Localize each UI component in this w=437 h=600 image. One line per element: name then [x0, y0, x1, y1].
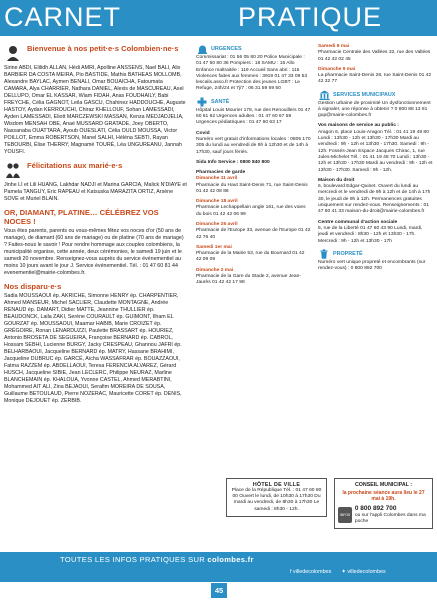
sante-block: [196, 97, 311, 127]
felicitations-header: [4, 161, 187, 179]
droit-title: Maison du droit: [318, 177, 355, 183]
pharmacies-title: Pharmacies de garde: [196, 170, 246, 176]
maisons-block: [318, 123, 433, 173]
footer-slogan-prefix: TOUTES LES INFOS PRATIQUES SUR: [60, 555, 208, 564]
pharmacy-info: La pharmacie Saint-Denis 28, rue Saint-Denis 01 42 42 32 77: [318, 73, 432, 85]
pharmacies-block: [196, 170, 311, 286]
pharmacy-item: [196, 199, 311, 218]
trash-icon: [318, 249, 330, 259]
maisons-title: Vos maisons de service au public :: [318, 123, 399, 129]
services-block: [318, 90, 433, 120]
page-number: 45: [211, 583, 227, 598]
pharmacy-item: [196, 176, 311, 195]
carnet-column: [4, 44, 187, 410]
hotel-text: Place de la République Tél. : 01 47 60 80 00 Ouvert le lundi, de 10h30 à 17h30 Du mardi au vendredi, de 8h30 à 17h30 Le samedi : 8h30 - 12h.: [231, 488, 322, 512]
footer-social: [290, 569, 386, 575]
conseil-title: CONSEIL MUNICIPAL :: [354, 482, 413, 488]
header-pratique: PRATIQUE: [238, 2, 383, 32]
services-title: SERVICES MUNICIPAUX: [333, 91, 396, 98]
header-carnet: CARNET: [4, 2, 122, 32]
urgences-text: Commissariat : 01 56 05 80 20 Police Municipale : 01 47 60 80 36 Pompiers : 18 SAMU : 15 Allo Enfance maltraitée : 119 Accueil Sans abri : 115 Violences faites aux femmes : 3919 01 47 33 09 53 lescalis.asso.fr Protection des jeunes LGBT : Le Refuge, 24h/24 et 7j/7 : 06 31 59 69 50: [196, 55, 308, 92]
pharmacy-item: [196, 268, 311, 287]
sante-text: Hôpital Louis Mourier 178, rue des Renouillers 01 47 60 61 62 Urgences adultes : 01 47 60 67 59 Urgences pédiatriques : 01 47 60 63 17: [196, 107, 311, 126]
covid-text: Numéro vert gratuit d'informations locales : 0805 170 305 du lundi au vendredi de 9h à 12h30 et de 14h à 17h30, sauf jours fériés.: [196, 136, 311, 155]
disparus-text: Sadia MOUSSAOUI ép. AKRICHE, Simonne HENRY ép. CHARPENTIER, Ahmed MANSEUR, Michel SACLIER, Claudette MONTAGNE, Andrée RENAUD ép. DAMART, Didier MATTE, Jeannine THULLIER ép. BEAUDONCK, Laila ZAKI, Serène COURAULT ép. GUIMONT, Ilham EL GOURZAT ép. MOUSSAOUI, Maamar HABIB, Marie CROIZET ép. GRÉGOIRE, Ronan LENARDUZZI, Paulette BRASSART ép. HOURIEZ, Antonio BROSETA DE SEGUEIRA, Françoise BERNARD ép. CABROL, Hossam SEBHI, Lucienne BURGY, Jacky CRESPEAU, Ghannou JAFRI ép. BELHARBAOUI, Jacqueline BERNARD ép. MATRY, Hassane BRAHIMI, Jacqueline DUBRUC ép. GARCÉ, Aïcha WASSAFRAR ép. BOUAZZAOUI, Fatma RAZZEM ép. ABDELLAOUI, Teresa FERENCIA ALVAREZ, Gérard HUSCH, Jacqueline SIBIE, Jean LECLERC, Philippe NEURAZ, Marline BLANCHEMAIN ép. KHALOUA, Yvonne CASTEL, Ahmed MERABTINI, Mohammed AIT ALI, Zina BEJAOUI, Serafim MOREIRA DE SOUSA, Guillaume BETOULAUD, Pierre NOZERAC, Mauricette CORET ép. DENIS, Monique DEJOUET ép. ZERBIB.: [4, 293, 182, 404]
siren-icon: [196, 44, 208, 54]
felicitations-title: Félicitations aux marié·e·s: [27, 161, 123, 170]
health-icon: [196, 97, 208, 107]
pharmacy-info: Pharmacie Lechappellain angle 161, rue des voies du bois 01 42 42 06 99: [196, 205, 306, 217]
proprete-text: Numéro vert unique propreté et encombrants (sur rendez-vous) : 0 800 892 700: [318, 259, 426, 272]
cca-text: 5, rue de la Liberté 01 47 60 43 90 Lundi, mardi, jeudi et vendredi : 8h30 - 12h et 13h30 - 17h. Mercredi : 9h - 12h et 13h30 - 17h: [318, 225, 423, 244]
proprete-title: PROPRETÉ: [333, 250, 363, 257]
bienvenue-text: Sirine ABDI, Elilidh ALLAN, Hédi AMRI, Apolline ANSSENS, Nael BALI, Alix BARBIER DA COSTA MEIRA, Pio BASTIDE, Mathis BATHEAS MOLLOMB, Alexandre BAYLAC, Aymen BENALI, Omar BOUAICHA, Fatoumata CAMARA, Alya CHARRIER, Nathara DANIEL, Alexis de MASCUREAU, Axel DELLUPO, Omar EL KASSAR, Wiam FIDAH, Anas FOUDHAILY, Babi FREYCHE, Célia GAGNOT, Leila GASCU, Chahinez HADDOUCHE, Auguste HASTOY, Aydan KERROUCHI, Chiraz KHELLOUF, Sohan LAMESSADI, Ayden LAMESSADI, Eliott MARCZEWSKI MASSAN, Kenza MEDJADJELIA, Wisdom MENSAH OBE, Anaé MUSSARD GRATADE, Joey OBERTO, Nassanaba OUATTARA, Ayoub OUESLATI, Célia OULD MOUSSA, Victor POILLOT, Emma ROBERTSON, Manel SALHI, Héléna SEBTI, Rayan TEBOURBI, Élise THERRY, Magnamé TOURÉ, Léa UNGUREANU, Jannah YOUSFI.: [4, 65, 186, 155]
pharmacy-info: Pharmacie de la Mairie 53, rue du Bournard 01 42 42 09 09: [196, 251, 305, 263]
page-header: [0, 0, 437, 36]
pharmacy-item: [318, 67, 433, 86]
cca-block: [318, 220, 433, 245]
pharmacy-info: Pharmacie Centrale des Vallées 32, rue des Vallées 01 42 42 02 45: [318, 50, 431, 62]
pharmacy-date: Dimanche 2 mai: [196, 267, 234, 273]
covid-block: [196, 131, 311, 156]
urgences-title: URGENCES: [211, 46, 242, 52]
pratique-column-1: [196, 44, 311, 290]
conseil-municipal-box: [334, 478, 433, 529]
pharmacy-date: Dimanche 9 mai: [318, 66, 356, 72]
pharmacy-item: [318, 44, 433, 63]
info-phone-number[interactable]: 0 800 892 700: [354, 504, 397, 512]
pharmacy-item: [196, 222, 311, 241]
services-text: Gestion urbaine de proximité Un dysfonctionnement à signaler, une réponse à obtenir ? 0 800 88 13 81 gup@mairie-colombes.fr: [318, 100, 431, 119]
maisons-text: Aragon 6, place Louis-Aragon Tél. : 01 41 19 49 80 Lundi : 13h30 - 12h et 13h30 - 17h30 Mardi au vendredi : 9h - 12h et 13h30 - 17h30. Samedi : 9h - 12h. Fossés-Jean Espace Jacques Chirac, 1, rue Jules-Michelet Tél. : 01 41 19 48 70 Lundi : 13h30 - 12h et 13h30 - 17h30 Mardi au vendredi : 9h - 12h et 13h30 - 17h30. Samedi : 9h - 12h.: [318, 129, 433, 173]
pharmacy-info: Pharmacie de l'Europe 33, avenue de l'Europe 01 42 42 76 40: [196, 228, 311, 240]
couple-icon: [4, 161, 22, 179]
bienvenue-header: [4, 44, 187, 62]
sida-block: [196, 160, 311, 166]
info-badge: INFOS: [338, 507, 352, 523]
pharmacy-date: Samedi 8 mai: [318, 44, 350, 49]
pharmacy-date: Dimanche 25 avril: [196, 222, 238, 228]
info-phone-row: [338, 506, 429, 525]
noces-title: OR, DIAMANT, PLATINE… CÉLÉBREZ VOS NOCES !: [4, 208, 159, 226]
hotel-title: HÔTEL DE VILLE: [252, 482, 301, 488]
covid-title: Covid: [196, 130, 210, 136]
pharmacy-date: Samedi 1er mai: [196, 244, 232, 250]
pharmacy-date: Dimanche 18 avril: [196, 199, 238, 205]
droit-block: [318, 178, 433, 216]
facebook-icon: f: [290, 569, 292, 575]
proprete-block: [318, 249, 433, 273]
page-footer: [0, 552, 437, 582]
pharmacy-info: Pharmacie de la Gare du Stade 2, avenue Jean-Jaurès 01 42 42 17 98: [196, 273, 301, 286]
disparus-title: Nos disparu·e·s: [4, 282, 62, 291]
baby-icon: [4, 44, 22, 62]
footer-site-link[interactable]: colombes.fr: [207, 555, 254, 564]
hotel-de-ville-box: [226, 478, 327, 517]
building-icon: [318, 90, 330, 100]
pratique-column-2: [318, 44, 433, 276]
pharmacy-date: Dimanche 11 avril: [196, 176, 238, 182]
conseil-text: [338, 490, 429, 503]
pharmacy-item: [196, 245, 311, 264]
facebook-handle[interactable]: villedecolombes: [293, 569, 332, 575]
urgences-block: [196, 44, 311, 93]
conseil-date: la prochaine séance aura lieu le 27 mai à 19h.: [342, 490, 425, 503]
pharmacy-info: Pharmacie du Haut Saint-Denis 71, rue Saint-Denis 01 42 42 08 86: [196, 182, 308, 194]
droit-text: 6, boulevard Edgar-Quinet. Ouvert du lundi au mercredi et le vendredi de 9h à 12h et de 14h à 17h 30, le jeudi de 9h à 12h. Permanences gratuites uniquement sur rendez-vous. Renseignements : 01 47 60 41 33 maison-du-droit@mairie-colombes.fr: [318, 184, 431, 215]
sida-text: Sida Info Service : 0800 840 800: [196, 159, 270, 165]
sante-title: SANTÉ: [211, 98, 230, 105]
bienvenue-title: Bienvenue à nos petit·e·s Colombien·ne·s: [27, 44, 179, 53]
twitter-handle[interactable]: villedecolombes: [347, 569, 386, 575]
twitter-icon: ✦: [341, 569, 346, 575]
noces-text: Vous êtes parents, parents ou vous-mêmes fêtez vos noces d'or (50 ans de mariage), de diamant (60 ans de mariage) ou de platine (70 ans de mariage) ? Faites-nous le savoir ! Pour rendre hommage aux couples colombiens, la municipalité organise, cette année, deux cérémonies, le samedi 19 juin et le samedi 20 novembre. Renseignez-vous auprès du service événementiel au moins 10 jours avant le jour J. Service événementiel. Tél. : 01 47 60 81 44 evenementiel@mairie-colombes.fr.: [4, 228, 184, 276]
felicitations-text: Jinhe LI et Lili HUANG, Lakhdar NADJI et Marina GARCIA, Malick N'DIAYE et Pamela TANGUY, Eric RAPEAU et Katsuska MARAZITA ORTIZ, Arsène SOVE et Muriel BLAIN.: [4, 182, 187, 202]
cca-title: Centre communal d'action sociale: [318, 219, 398, 225]
info-phone-text: ou sur l'appli Colombes dans ma poche: [354, 512, 426, 524]
footer-slogan: [60, 555, 254, 564]
